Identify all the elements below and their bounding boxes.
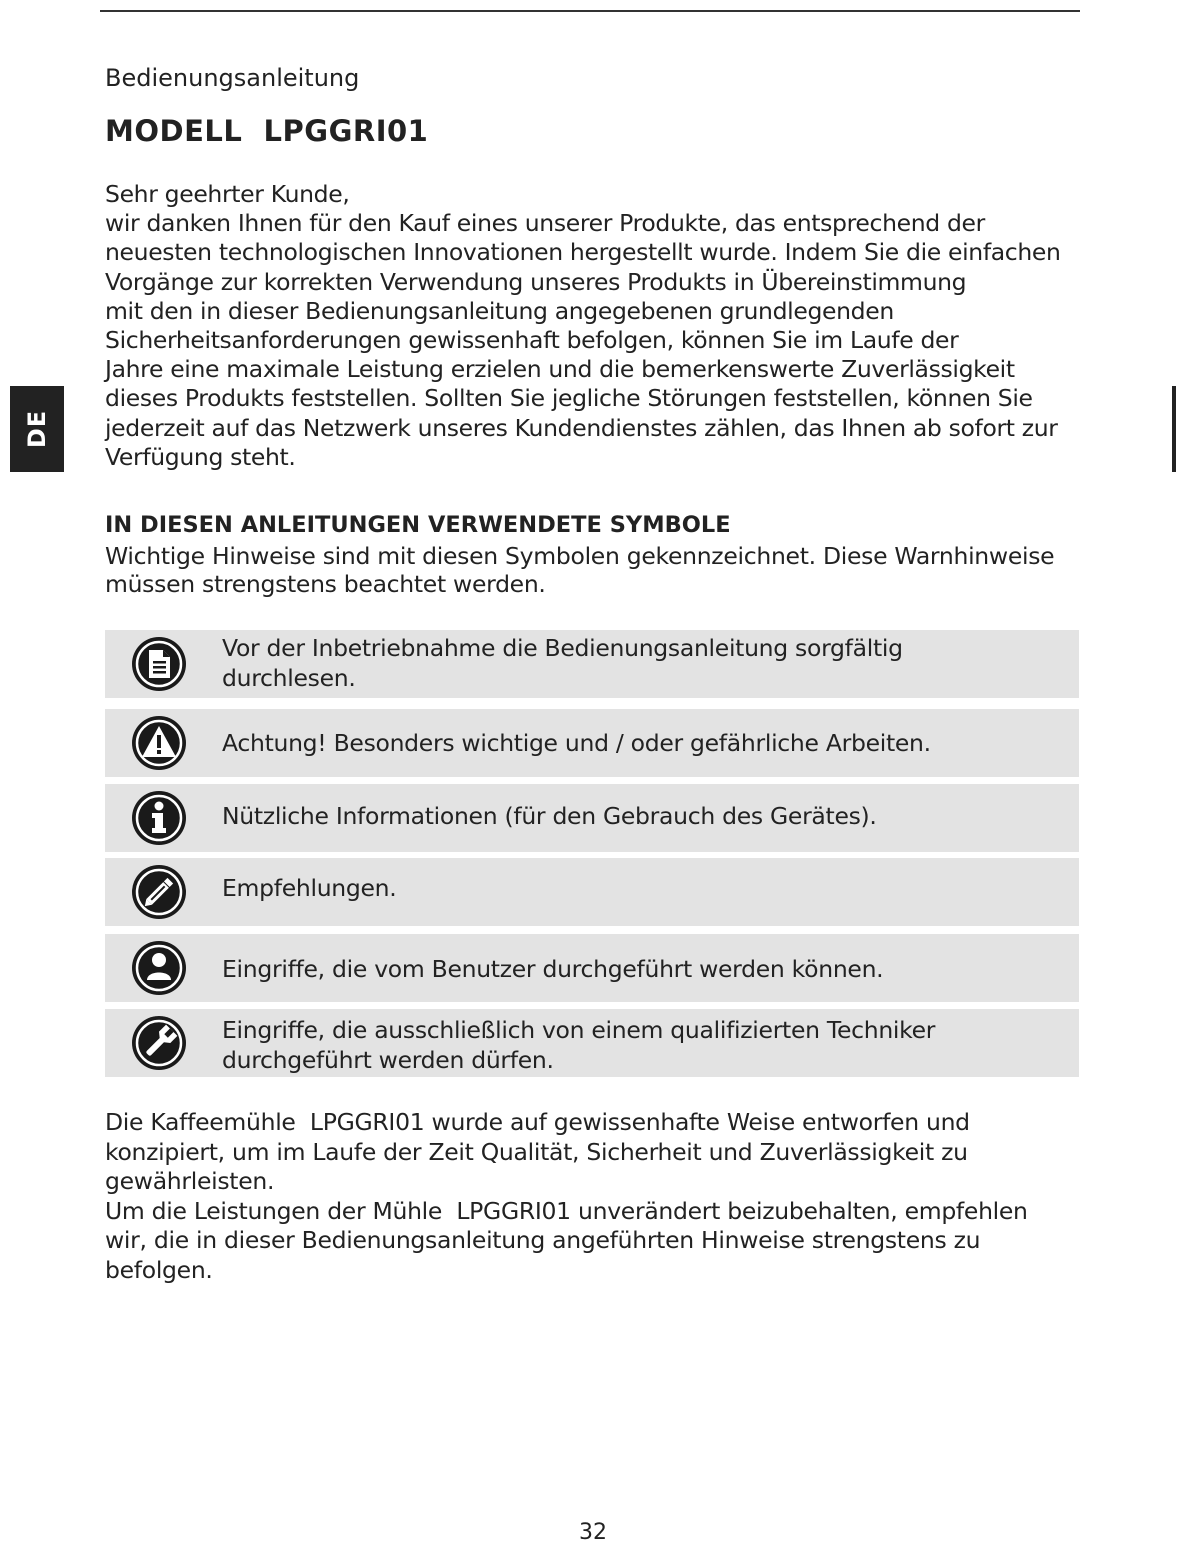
symbols-heading: IN DIESEN ANLEITUNGEN VERWENDETE SYMBOLE	[105, 512, 731, 538]
symbol-text-line: durchgeführt werden dürfen.	[222, 1046, 554, 1074]
symbol-text	[222, 633, 903, 693]
pencil-icon	[131, 864, 187, 920]
symbol-text-line: durchlesen.	[222, 664, 356, 692]
symbol-row-info	[105, 784, 1079, 852]
symbols-description	[105, 542, 1054, 598]
intro-line: jederzeit auf das Netzwerk unseres Kundendienstes zählen, das Ihnen ab sofort zur	[105, 413, 1058, 442]
closing-paragraph	[105, 1108, 1028, 1285]
symbol-row-read-manual	[105, 630, 1079, 698]
symbol-text-line: Vor der Inbetriebnahme die Bedienungsanleitung sorgfältig	[222, 634, 903, 662]
top-rule	[100, 10, 1080, 12]
document-icon	[131, 636, 187, 692]
symbol-text	[222, 801, 877, 831]
symbol-text	[222, 1015, 935, 1075]
warning-icon	[131, 715, 187, 771]
symbol-text-line: Eingriffe, die ausschließlich von einem qualifizierten Techniker	[222, 1016, 936, 1044]
user-icon	[131, 940, 187, 996]
symbol-text	[222, 728, 931, 758]
closing-line: konzipiert, um im Laufe der Zeit Qualität, Sicherheit und Zuverlässigkeit zu	[105, 1137, 968, 1166]
right-margin-marker	[1172, 386, 1176, 472]
symbol-text	[222, 873, 396, 903]
symbol-row-recommendations	[105, 858, 1079, 926]
symbols-description-line: müssen strengstens beachtet werden.	[105, 570, 546, 598]
intro-line: dieses Produkts feststellen. Sollten Sie jegliche Störungen feststellen, können Sie	[105, 384, 1033, 413]
closing-line: befolgen.	[105, 1255, 213, 1284]
intro-line: mit den in dieser Bedienungsanleitung angegebenen grundlegenden	[105, 296, 894, 325]
closing-line: Um die Leistungen der Mühle LPGGRI01 unverändert beizubehalten, empfehlen	[105, 1196, 1028, 1225]
intro-paragraph	[105, 180, 1085, 472]
language-tab-label: DE	[22, 409, 51, 449]
symbol-row-technician	[105, 1009, 1079, 1077]
document-type: Bedienungsanleitung	[105, 64, 360, 92]
symbols-description-line: Wichtige Hinweise sind mit diesen Symbolen gekennzeichnet. Diese Warnhinweise	[105, 542, 1055, 570]
closing-line: wir, die in dieser Bedienungsanleitung angeführten Hinweise strengstens zu	[105, 1226, 981, 1254]
closing-line: gewährleisten.	[105, 1167, 275, 1195]
wrench-icon	[131, 1015, 187, 1071]
symbol-text-line: Nützliche Informationen (für den Gebrauch des Gerätes).	[222, 802, 877, 830]
info-icon	[131, 790, 187, 846]
symbol-text-line: Eingriffe, die vom Benutzer durchgeführt werden können.	[222, 955, 884, 983]
intro-line: neuesten technologischen Innovationen hergestellt wurde. Indem Sie die einfachen	[105, 238, 1061, 267]
model-title: MODELL LPGGRI01	[105, 114, 429, 148]
symbol-row-user	[105, 934, 1079, 1002]
symbol-text-line: Empfehlungen.	[222, 874, 397, 902]
intro-line: Verfügung steht.	[105, 442, 296, 471]
symbol-text-line: Achtung! Besonders wichtige und / oder gefährliche Arbeiten.	[222, 729, 931, 757]
intro-line: Sehr geehrter Kunde,	[105, 180, 350, 208]
intro-line: Sicherheitsanforderungen gewissenhaft befolgen, können Sie im Laufe der	[105, 326, 959, 355]
closing-line: Die Kaffeemühle LPGGRI01 wurde auf gewissenhafte Weise entworfen und	[105, 1108, 970, 1136]
intro-line: Jahre eine maximale Leistung erzielen und die bemerkenswerte Zuverlässigkeit	[105, 355, 1015, 384]
symbol-text	[222, 954, 883, 984]
intro-line: wir danken Ihnen für den Kauf eines unserer Produkte, das entsprechend der	[105, 209, 985, 238]
language-tab	[10, 386, 64, 472]
intro-line: Vorgänge zur korrekten Verwendung unseres Produkts in Übereinstimmung	[105, 267, 967, 296]
page-number: 32	[579, 1520, 607, 1545]
symbol-row-warning	[105, 709, 1079, 777]
